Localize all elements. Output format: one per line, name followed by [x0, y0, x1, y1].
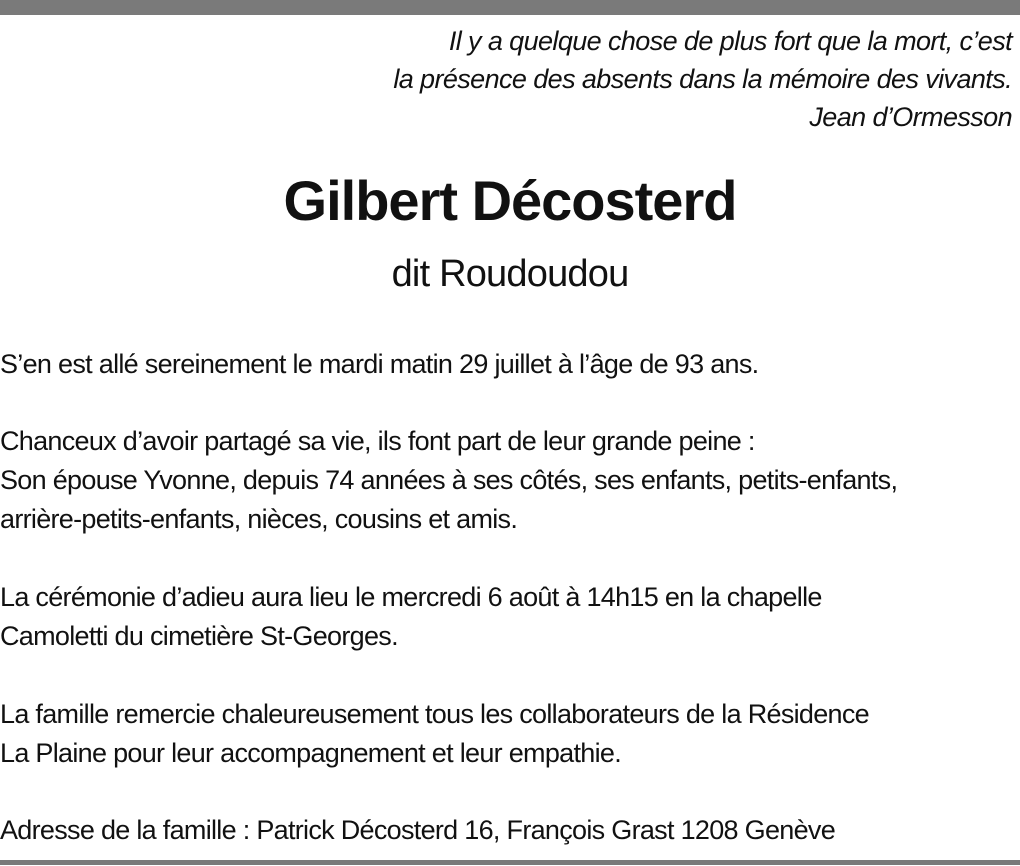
thanks-line: La Plaine pour leur accompagnement et leur empathie. — [0, 738, 622, 768]
address-paragraph — [0, 811, 835, 850]
quote-author: Jean d’Ormesson — [809, 102, 1012, 132]
family-line: arrière-petits-enfants, nièces, cousins et amis. — [0, 504, 518, 534]
thanks-paragraph — [0, 695, 869, 773]
quote-line: la présence des absents dans la mémoire des vivants. — [393, 64, 1012, 94]
family-line: Chanceux d’avoir partagé sa vie, ils font part de leur grande peine : — [0, 426, 755, 456]
bottom-border — [0, 860, 1020, 865]
thanks-line: La famille remercie chaleureusement tous les collaborateurs de la Résidence — [0, 699, 869, 729]
epigraph-quote — [112, 22, 1012, 136]
quote-line: Il y a quelque chose de plus fort que la mort, c’est — [448, 26, 1012, 56]
announcement-paragraph — [0, 345, 758, 384]
deceased-nickname: dit Roudoudou — [391, 253, 629, 295]
ceremony-line: La cérémonie d’adieu aura lieu le mercredi 6 août à 14h15 en la chapelle — [0, 582, 822, 612]
deceased-name: Gilbert Décosterd — [283, 169, 737, 232]
ceremony-paragraph — [0, 578, 822, 656]
family-paragraph — [0, 422, 897, 539]
family-line: Son épouse Yvonne, depuis 74 années à ses côtés, ses enfants, petits-enfants, — [0, 465, 898, 495]
family-address: Adresse de la famille : Patrick Décosterd 16, François Grast 1208 Genève — [0, 815, 836, 845]
announcement-text: S’en est allé sereinement le mardi matin 29 juillet à l’âge de 93 ans. — [0, 349, 759, 379]
ceremony-line: Camoletti du cimetière St-Georges. — [0, 621, 398, 651]
top-border — [0, 0, 1020, 15]
